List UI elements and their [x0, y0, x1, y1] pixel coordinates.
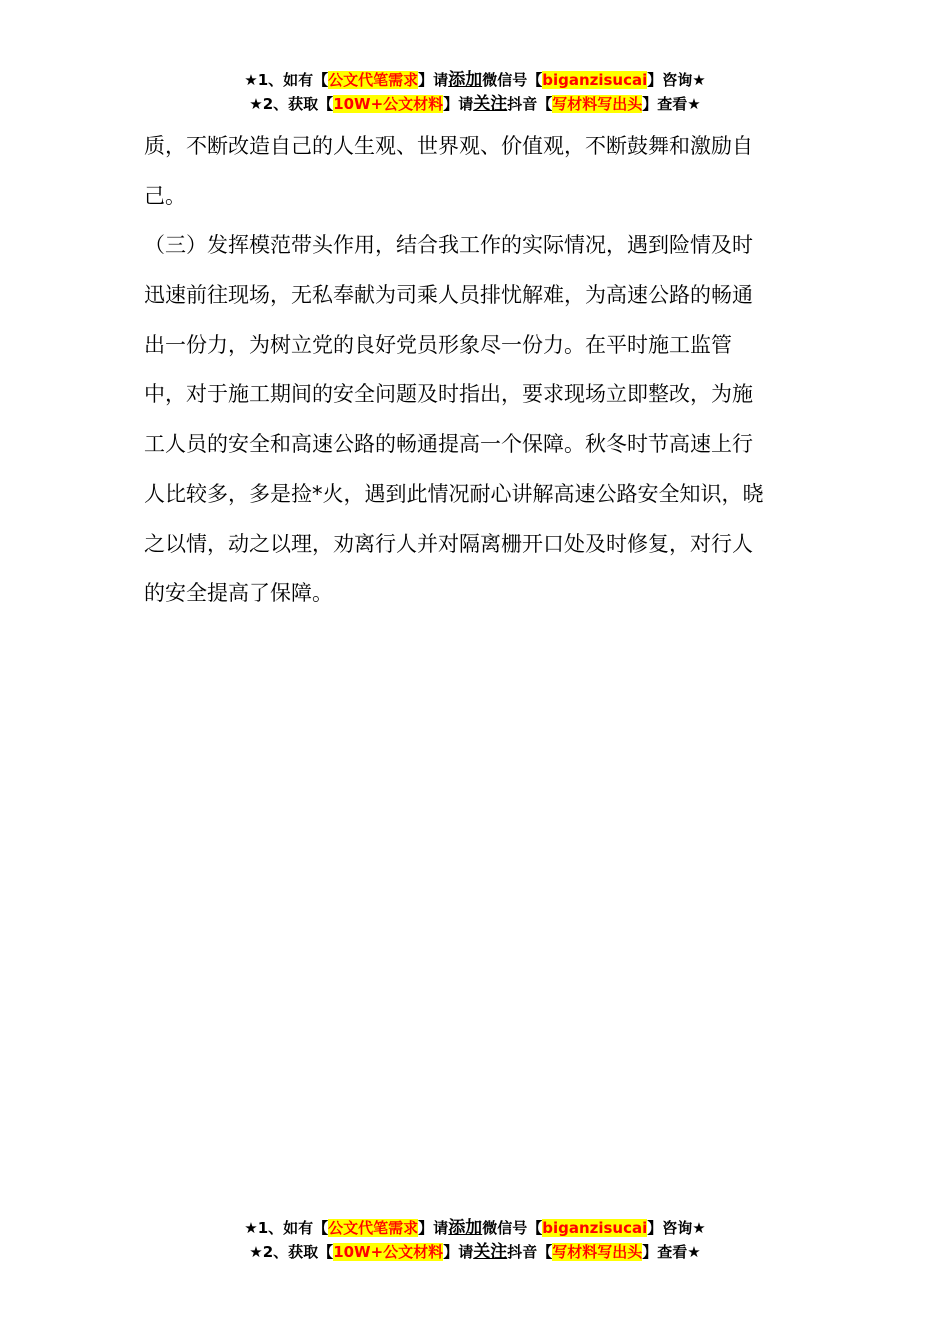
document-body [144, 122, 814, 619]
banner-text: 微信号【 [482, 71, 543, 89]
banner-line-2 [0, 92, 950, 116]
text-line: 中，对于施工期间的安全问题及时指出，要求现场立即整改，为施 [144, 382, 753, 407]
highlight-service: 公文代笔需求 [328, 71, 419, 89]
banner-text: ★2、获取【 [249, 1243, 334, 1261]
highlight-douyin-account: 写材料写出头 [552, 95, 643, 113]
banner-text: 】请 [418, 1219, 449, 1237]
text-line: 出一份力，为树立党的良好党员形象尽一份力。在平时施工监管 [144, 332, 732, 357]
underlined-text: 关注 [473, 1242, 508, 1262]
banner-text: 】咨询★ [647, 71, 706, 89]
text-line: 质，不断改造自己的人生观、世界观、价值观，不断鼓舞和激励自 [144, 134, 753, 158]
text-line: 人比较多，多是捡*火，遇到此情况耐心讲解高速公路安全知识，晓 [144, 481, 764, 506]
banner-text: 】咨询★ [647, 1219, 706, 1237]
highlight-service: 公文代笔需求 [328, 1219, 419, 1237]
footer-banner [0, 1216, 950, 1264]
header-banner [0, 68, 950, 116]
banner-line-2 [0, 1240, 950, 1264]
banner-text: 抖音【 [507, 95, 553, 113]
banner-line-1 [0, 1216, 950, 1240]
highlight-douyin-account: 写材料写出头 [552, 1243, 643, 1261]
banner-text: 抖音【 [507, 1243, 553, 1261]
banner-text: 】查看★ [642, 95, 701, 113]
banner-line-1 [0, 68, 950, 92]
banner-text: 微信号【 [482, 1219, 543, 1237]
text-line: 之以情，动之以理，劝离行人并对隔离栅开口处及时修复，对行人 [144, 531, 753, 556]
banner-text: ★1、如有【 [244, 1219, 329, 1237]
text-line: 己。 [144, 183, 186, 208]
highlight-materials: 10W+公文材料 [333, 95, 444, 113]
banner-text: 】查看★ [642, 1243, 701, 1261]
underlined-text: 关注 [473, 94, 508, 114]
banner-text: 】请 [418, 71, 449, 89]
highlight-wechat-id: biganzisucai [542, 71, 648, 89]
text-line: 工人员的安全和高速公路的畅通提高一个保障。秋冬时节高速上行 [144, 432, 753, 457]
highlight-materials: 10W+公文材料 [333, 1243, 444, 1261]
banner-text: ★2、获取【 [249, 95, 334, 113]
text-line: 的安全提高了保障。 [144, 581, 333, 606]
underlined-text: 添加 [448, 70, 483, 90]
banner-text: 】请 [443, 95, 474, 113]
text-line: （三）发挥模范带头作用，结合我工作的实际情况，遇到险情及时 [144, 233, 753, 258]
underlined-text: 添加 [448, 1218, 483, 1238]
highlight-wechat-id: biganzisucai [542, 1219, 648, 1237]
text-line: 迅速前往现场，无私奉献为司乘人员排忧解难，为高速公路的畅通 [144, 283, 753, 308]
banner-text: ★1、如有【 [244, 71, 329, 89]
banner-text: 】请 [443, 1243, 474, 1261]
